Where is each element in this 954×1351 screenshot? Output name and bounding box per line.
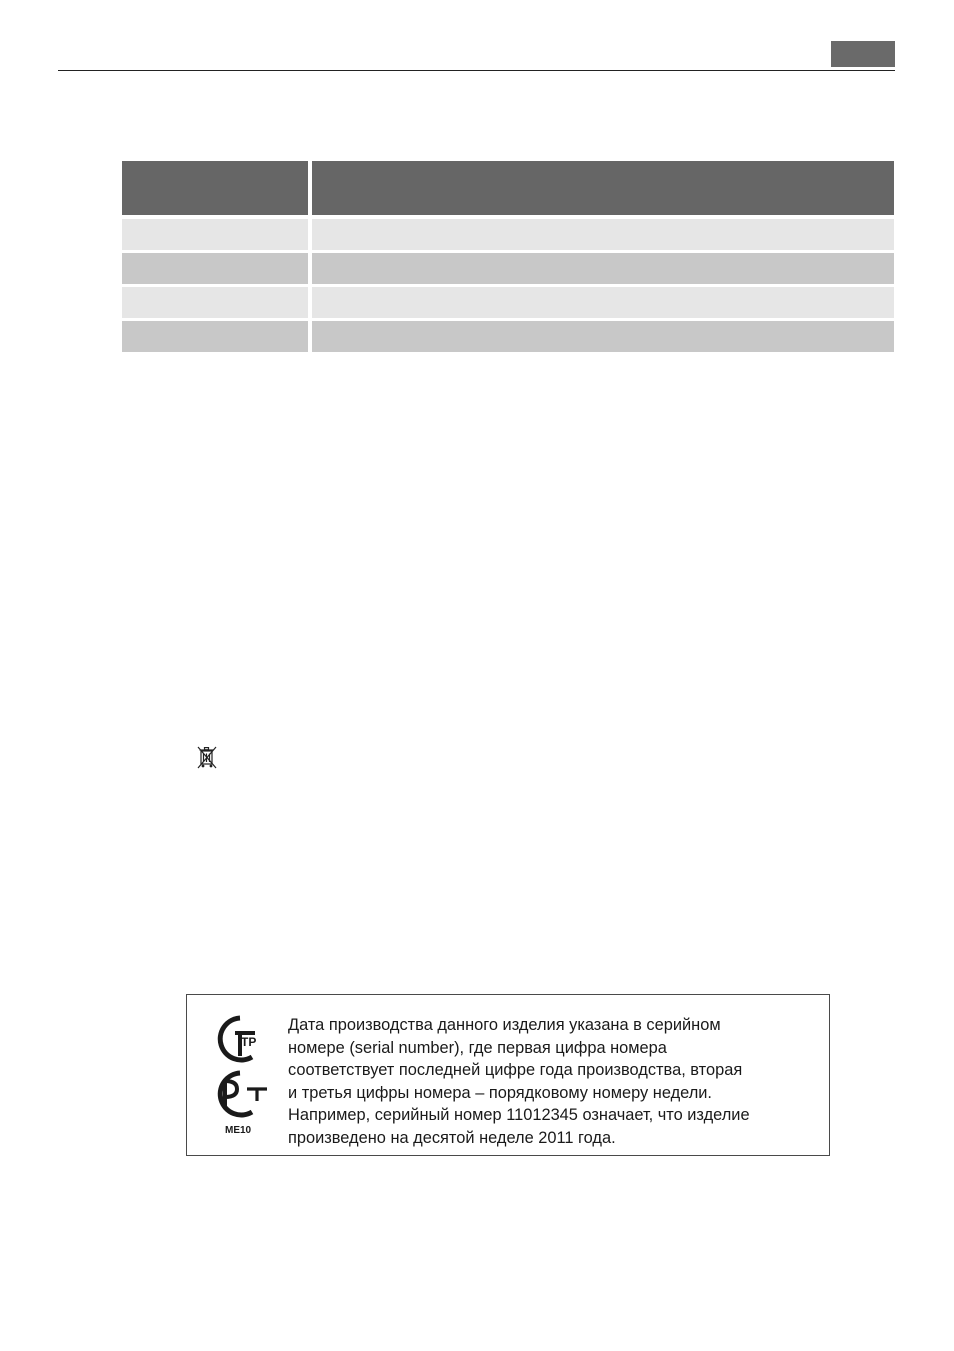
table-row [122,219,894,250]
svg-text:ТР: ТР [241,1035,257,1049]
table-cell [312,253,894,284]
production-date-notice [186,994,830,1156]
table-cell [312,287,894,318]
table-cell [312,219,894,250]
header-rule [58,70,895,71]
notice-text: Дата производства данного изделия указана в серийном номере (serial number), где первая цифра номера соответствует последней цифре года производства, вторая и третья цифры номера – порядковому номеру недели. Например, серийный номер 11012345 означает, что изделие произведено на десятой неделе 2011 года. [288,1016,750,1147]
page-language-tab [831,41,895,67]
table-cell [122,321,308,352]
table-cell [122,219,308,250]
table-row [122,287,894,318]
table-header-row [122,161,894,215]
table-header-cell-2 [312,161,894,215]
certification-marks [211,1013,271,1138]
table-cell [122,253,308,284]
table-cell [122,287,308,318]
spec-table [122,161,894,355]
crossed-out-wheelie-bin-icon [196,745,218,771]
cert-code-label: ME10 [225,1125,252,1136]
table-header-cell-1 [122,161,308,215]
table-row [122,253,894,284]
gost-tr-certification-icon [211,1013,271,1123]
table-cell [312,321,894,352]
table-row [122,321,894,352]
